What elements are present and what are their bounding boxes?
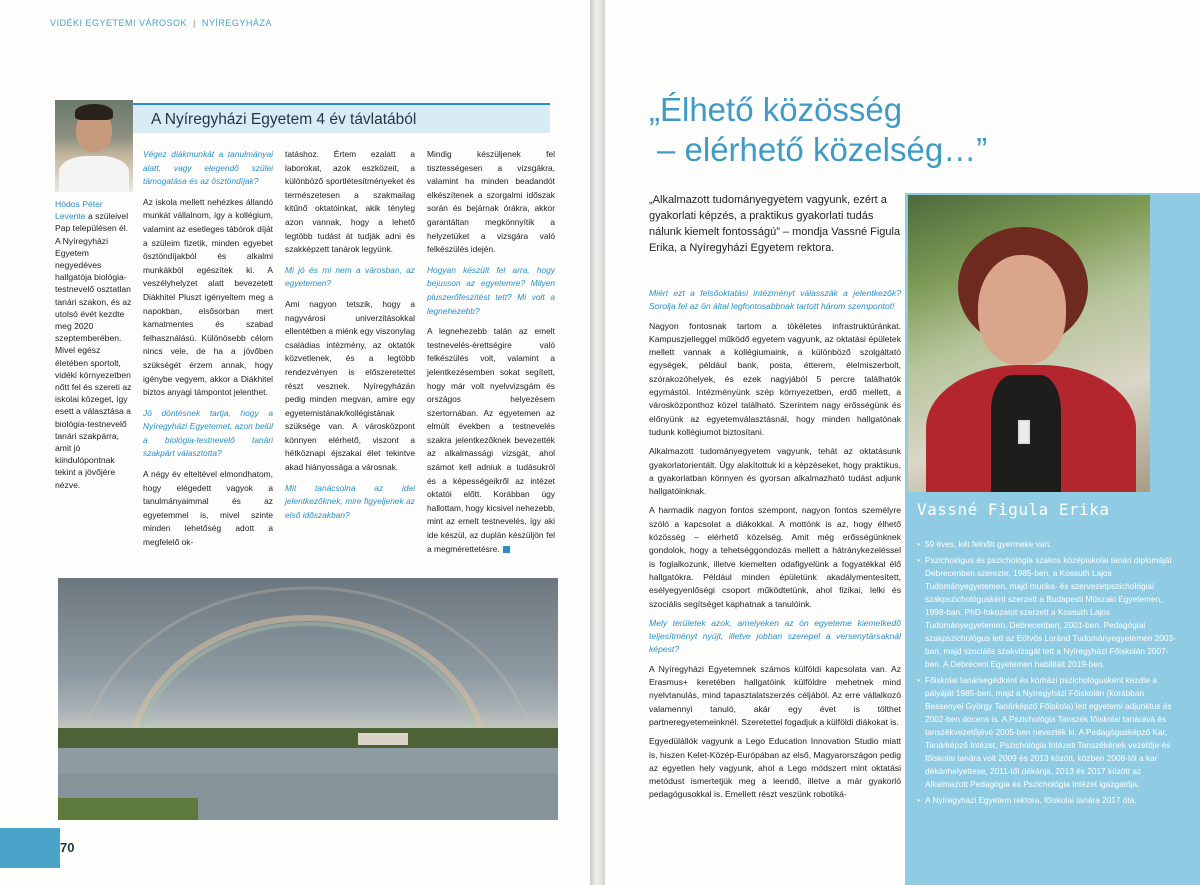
title-line-2: – elérhető közelség…” (657, 131, 988, 168)
bio-item: • Főiskolai tanársegédként és kórházi pszichológusként kezdte a pályáját 1985-ben, majd a Nyíregyházi Főiskolán (korábban Bessenyei György Tanárképző Főiskola) lett egyetemi adjunktus és 2002-ben docens is. A Pszichológia Tanszék főiskolai tanárává és tanszékvezetőjévé 2005-ben nevezték ki. A Pedagógusképző Kar, Tanárképző Intézet, Pszichológia Intézeti Tanszékének vezetője és főiskolai tanára volt 2009 és 2013 között, közben 2008-tól a kar dékánhelyettese, 2011-től dékánja, 2013 és 2017 között az Alkalmazott Pedagógia és Pszichológia Intézet igazgatója. (917, 674, 1182, 791)
page-footer (0, 828, 590, 885)
interview-answer: Egyedülállók vagyunk a Lego Education Innovation Studio miatt is, hiszen Kelet-Közép-Európában az első, Magyarországon pedig az egyetlen hely vagyunk, ahol a Lego módszert mint oktatási metódust ismertetjük meg a leendő, illetve a már gyakorló pedagógusokkal is. Emellett részt veszünk robotiká- (649, 736, 901, 800)
page-number: 70 (60, 840, 75, 855)
interview-column-1 (143, 148, 273, 557)
interview-answer: Alkalmazott tudományegyetem vagyunk, tehát az oktatásunk gyakorlatorientált. Úgy alakítottuk ki a képzéseket, hogy praktikus, a gyakorlatban könnyen és gyorsan alkalmazható tudást adjunk hallgatóinknak. (649, 446, 901, 497)
end-mark (503, 546, 510, 553)
lead-paragraph: „Alkalmazott tudományegyetem vagyunk, ezért a gyakorlati képzés, a praktikus gyakorlati tudás nálunk kiemelt fontosságú” – mondja Vassné Figula Erika, a Nyíregyházi Egyetem rektora. (649, 194, 901, 254)
interview-answer: tatáshoz. Értem ezalatt a laborokat, azok eszközeit, a különböző sportlétesítményeket és természetesen a szakmailag kitűnő oktatóinkat, akik tényleg azon vannak, hogy a lehető legtöbb tudást át tudják adni és szakképzett tanárok legyünk. (285, 149, 415, 255)
article-title: A Nyíregyházi Egyetem 4 év távlatából (133, 103, 550, 133)
interview-question: Mi jó és mi nem a városban, az egyetemen? (285, 264, 415, 289)
interview-column-2 (285, 148, 415, 529)
left-page (0, 0, 590, 885)
rainbow-lake-photo (58, 578, 558, 820)
running-header (50, 18, 272, 28)
interview-question: Mely területek azok, amelyeken az ön egyeteme kiemelkedő teljesítményt nyújt, illetve jobban szerepel a versenytársaknál képest? (649, 617, 901, 655)
student-name: Hódos Péter Levente (55, 199, 103, 222)
student-caption (55, 198, 135, 491)
interview-answer: A Nyíregyházi Egyetemnek számos külföldi kapcsolata van. Az Erasmus+ keretében hallgatóink külföldre mehetnek mind nyelvtanulás, mind tapasztalatszerzés céljából. Az erre vállalkozó valamennyi tanuló, akár egy évet is tölthet partneregyetemeinknél. Szeretettel fogadjuk a külföldi diákokat is. (649, 663, 901, 727)
student-portrait (55, 100, 133, 192)
bio-item: • A Nyíregyházi Egyetem rektora, főiskolai tanára 2017 óta. (917, 794, 1182, 807)
page-tab (0, 828, 60, 868)
header-separator: | (193, 18, 196, 28)
interview-answer: Ami nagyon tetszik, hogy a nagyvárosi univerzitásokkal ellentétben a miénk egy viszonylag családias intézmény, az oktatók közvetlenek, és a legtöbb rendezvényen is előszeretettel részt vesznek. Nyíregyházán pedig minden megvan, amire egy egyetemistának/kollégistának szüksége van. A városközpont könnyen elérhető, viszont a hétköznapi éjszakai élet tekintve akad hiányossága a városnak. (285, 298, 415, 473)
spine-gutter (590, 0, 605, 885)
header-city: NYÍREGYHÁZA (201, 18, 272, 28)
interview-question: Hogyan készült fel arra, hogy bejusson az egyetemre? Milyen pluszerőfeszítést tett? Mi volt a legnehezebb? (427, 264, 555, 316)
header-section: VIDÉKI EGYETEMI VÁROSOK (50, 18, 188, 28)
interview-question: Mit tanácsolna az idei jelentkezőknek, mire figyeljenek az első időszakban? (285, 482, 415, 520)
title-line-1: „Élhető közösség (649, 91, 903, 128)
rector-bio-list (917, 538, 1182, 810)
article-title-quote (649, 90, 987, 170)
rector-name: Vassné Figula Erika (917, 500, 1110, 519)
rector-interview-column (649, 287, 901, 808)
right-page (605, 0, 1200, 885)
interview-question: Miért ezt a felsőoktatási intézményt válasszák a jelentkezők? Sorolja fel az ön által legfontosabbnak tartott három szempontot! (649, 288, 901, 312)
interview-answer: Mindig készüljenek fel tisztességesen a vizsgákra, valamint ha minden beadandót elkészítenek a szorgalmi időszak során és bejárnak órákra, akkor garantáltan megkönnyítik a helyzetüket a vizsgára való felkészülés idején. (427, 149, 555, 255)
rector-portrait (908, 195, 1150, 492)
student-bio: a szüleivel Pap településen él. A Nyíregyházi Egyetem negyedéves hallgatója biológia-testnevelő osztatlan tanári szakon, és az utolsó évét kezdte meg 2020 szeptemberében. Mivel egész életében sportolt, vidéki környezetben nőtt fel és szereti az iskolai közeget, így esett a választása a biológia-testnevelő tanári szakpárra, amit jó kiindulópontnak tekint a jövőjére nézve. (55, 211, 132, 490)
interview-question: Jó döntésnek tartja, hogy a Nyíregyházi Egyetemet, azon belül a biológia-testnevelő tanári szakpárt választotta? (143, 407, 273, 459)
interview-answer: A harmadik nagyon fontos szempont, nagyon fontos személyre szóló a kapcsolat a diákokkal. A mottónk is az, hogy élhető közösség – elérhető közelség. Amit még erősségünknek gondolok, hogy a tehetséggondozás mellett a hátránykezeléssel is foglalkozunk, illetve kiemelten odafigyelünk a fogyatékkal élő hallgatókra. Például minden épületünk akadálymentesített, esélyegyenlőségi csoport működtetünk, ahol fizikai, lelki és szociális segítséget kaphatnak a tanulóink. (649, 505, 901, 609)
interview-question: Végez diákmunkát a tanulmányai alatt, vagy elegendő szülei támogatása és az ösztöndíjak? (143, 149, 273, 187)
interview-answer: Nagyon fontosnak tartom a tökéletes infrastruktúránkat. Kampuszjelleggel működő egyetem vagyunk, az oktatási épületek mellett vannak a kollégiumaink, a különböző szolgáltató egységek, például bank, posta, étterem, élelmiszerbolt, szórakozóhelyek, és ezek nagyjából 5 percre találhatók egymástól. Intézményünk szép környezetben, erdő mellett, a városközponthoz közel található. Szerintem nagy erősségünk és előnyünk az egyetemválasztásnál, hogy minden hallgatónak tudunk kollégiumot biztosítani. (649, 320, 901, 437)
interview-column-3 (427, 148, 555, 563)
interview-answer: Az iskola mellett nehézkes állandó munkát vállalnom, így a kollégium, valamint az esetleges tábórok díját a szüleim fizetik, minden egyebet ösztöndíjakból és alkalmi munkákból egészítek ki. A veszélyhelyzet alatt bevezetett Diákhitel Pluszt igényeltem meg a napokban, elsősorban mert kamatmentes és szabad felhasználású. Különösebb célom nincs vele, de ha a jövőben szükségét érzem annak, hogy igénybe vegyem, akkor a Diákhitel biztos anyagi támpontot jelenthet. (143, 196, 273, 398)
interview-answer: A négy év elteltével elmondhatom, hogy elégedett vagyok a tanulmányaimmal és az egyetemmel is, mivel szinte minden lehetőség adott a megfelelő ok- (143, 469, 273, 548)
bio-item: • 59 éves, két felnőtt gyermeke van. (917, 538, 1182, 551)
interview-answer: A legnehezebb talán az emelt testnevelés-érettségire való felkészülés volt, valamint a jelentkezésemben sokat segített, hogy már volt nyelvvizsgám és országos helyezésem szertornában. Az egyetemen az elmúlt években a testnevelés szakra jelentkezőknek bevezették az alkalmassági vizsgát, ahol számot kell adniuk a tudásukról és a képességeikről az intézet oktatói előtt. Korábban úgy hallottam, hogy kicsivel nehezebb, mint az emelt testnevelés, így aki ide készül, az duplán készüljön fel a megmérettetésre. (427, 326, 555, 554)
bio-item: • Pszichológus és pszichológia szakos középiskolai tanári diplomáját Debrecenben szerezte, 1985-ben, a Kossuth Lajos Tudományegyetemen, majd munka- és szervezetpszichológiai szakpszichológusként szerzett a Budapesti Műszaki Egyetemen, 1998-ban. PhD-fokozatot szerzett a Kossuth Lajos Tudományegyetemen, Debrecenben, 2001-ben. Pedagógiai szakpszichológus lett az Eötvös Loránd Tudományegyetemen 2003-ban, majd szociális szakvizsgát tett a Nyíregyházi Főiskolán 2007-ben. A Debreceni Egyetemen habilitált 2019-ben. (917, 554, 1182, 671)
